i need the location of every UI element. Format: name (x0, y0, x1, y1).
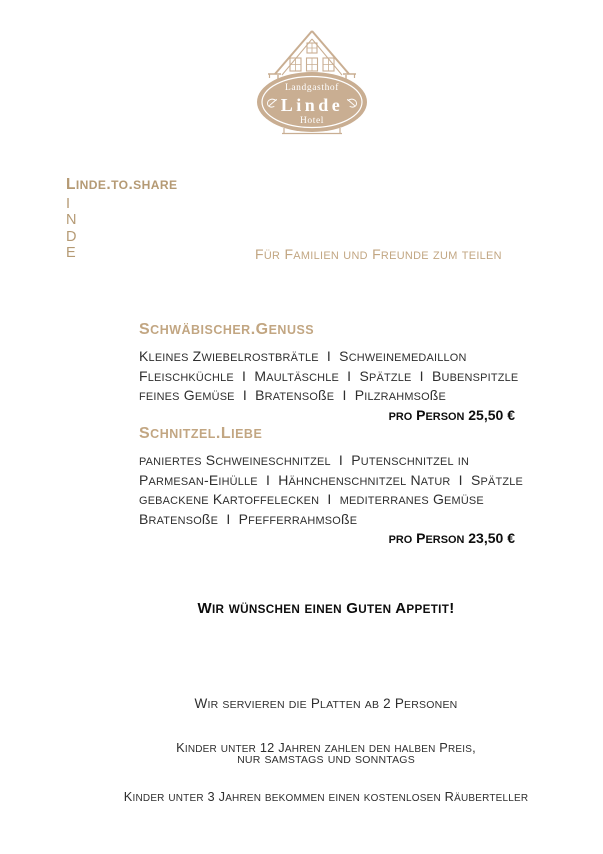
menu-item-line: PANIERTES SCHWEINESCHNITZEL I PUTENSCHNITZEL IN (139, 452, 470, 468)
vertical-letter: I (66, 196, 71, 212)
menu-item-line: KLEINES ZWIEBELROSTBRÄTLE I SCHWEINEMEDAILLON (139, 348, 467, 364)
hotel-logo (251, 26, 373, 136)
appetit-wish: WIR WÜNSCHEN EINEN GUTEN APPETIT! (197, 600, 455, 617)
serving-note-line: WIR SERVIEREN DIE PLATTEN AB 2 PERSONEN (194, 696, 458, 711)
menu-item-line: FLEISCHKÜCHLE I MAULTÄSCHLE I SPÄTZLE I BUBENSPITZLE (139, 367, 519, 384)
vertical-letter: D (66, 228, 77, 245)
kids-note-line: KINDER UNTER 3 JAHREN BEKOMMEN EINEN KOSTENLOSEN RÄUBERTELLER (123, 788, 529, 804)
section-title: SCHNITZEL.LIEBE (139, 425, 263, 442)
logo-text-linde: Linde (280, 95, 344, 115)
vertical-linde-letters (66, 196, 76, 262)
menu-item-line: PARMESAN-EIHÜLLE I HÄHNCHENSCHNITZEL NATUR I SPÄTZLE (139, 471, 523, 488)
vertical-letter: E (66, 245, 76, 262)
menu-section-schnitzel-liebe (139, 424, 523, 548)
menu-item-line: FEINES GEMÜSE I BRATENSOßE I PILZRAHMSOßE (139, 387, 447, 404)
page-title: LINDE.TO.SHARE (66, 176, 178, 193)
logo-text-landgasthof: Landgasthof (284, 83, 340, 93)
logo-text-hotel: Hotel (299, 116, 325, 126)
page-subtitle: FÜR FAMILIEN UND FREUNDE ZUM TEILEN (255, 246, 502, 262)
section-title: SCHWÄBISCHER.GENUSS (139, 321, 315, 338)
menu-item-line: GEBACKENE KARTOFFELECKEN I MEDITERRANES GEMÜSE (139, 491, 484, 508)
kids-note-line: KINDER UNTER 12 JAHREN ZAHLEN DEN HALBEN PREIS, (176, 739, 476, 755)
kids-note (104, 708, 548, 838)
vertical-letter: N (66, 212, 77, 229)
price-per-person: PRO PERSON 25,50 € (388, 406, 515, 423)
logo-graphic (251, 26, 373, 136)
menu-item-line: BRATENSOßE I PFEFFERRAHMSOßE (139, 510, 358, 527)
price-per-person: PRO PERSON 23,50 € (388, 530, 515, 547)
serving-note-line: NUR SAMSTAGS UND SONNTAGS (237, 753, 415, 766)
menu-section-schwaebischer-genuss (139, 320, 519, 425)
